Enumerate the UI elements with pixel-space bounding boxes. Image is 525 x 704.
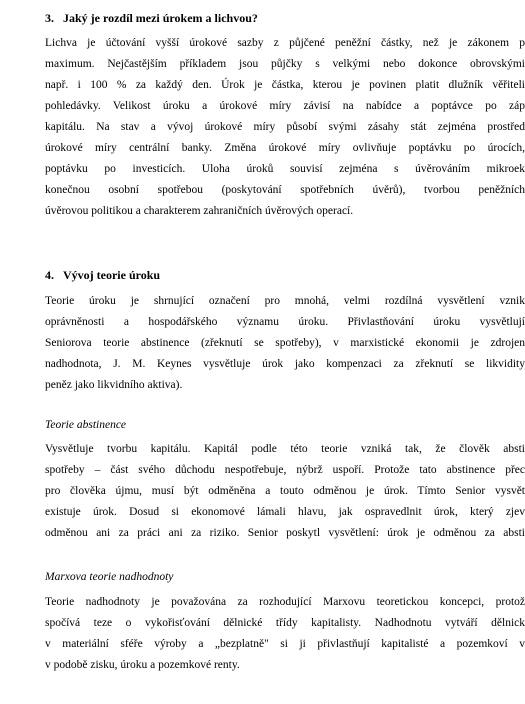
section-4-heading — [45, 268, 160, 283]
section-4-number: 4. — [45, 268, 54, 282]
abstinence-line-3: pro člověka újmu, musí být odměněna a touto odměnou je úrok. Tímto Senior vysvět — [45, 485, 525, 497]
section-3-line-2: maximum. Nejčastějším příkladem jsou půjčky s velkými nebo dokonce obrovskými — [45, 58, 525, 70]
section-4-line-3: Seniorova teorie abstinence (zřeknutí se spotřeby), v marxistické ekonomii je zdrojen — [45, 337, 525, 349]
abstinence-heading: Teorie abstinence — [45, 419, 127, 431]
section-3-line-5: kapitálu. Na stav a vývoj úrokové míry působí svými zásahy stát zejména prostřed — [45, 121, 525, 133]
nadhodnota-heading: Marxova teorie nadhodnoty — [45, 571, 174, 583]
section-3-line-7: poptávku po investicích. Uloha úroků souvisí zejména s úvěrováním mikroek — [45, 163, 525, 175]
section-4-title: Vývoj teorie úroku — [63, 268, 161, 282]
section-3-title: Jaký je rozdíl mezi úrokem a lichvou? — [63, 11, 258, 25]
nadhodnota-line-3: v materiální sféře výroby a „bezplatně" si ji přivlastňují kapitalisté a pozemkoví v — [45, 638, 525, 650]
nadhodnota-line-4: v podobě zisku, úroku a pozemkové renty. — [45, 659, 240, 671]
nadhodnota-line-1: Teorie nadhodnoty je považována za rozhodující Marxovu teoretickou koncepci, protož — [45, 596, 525, 608]
section-4-line-2: oprávněnosti a hospodářského významu úroku. Přivlastňování úroku vysvětlují — [45, 316, 525, 328]
abstinence-line-4: existuje úrok. Dosud si ekonomové lámali hlavu, jak ospravedlnit úrok, který zjev — [45, 506, 525, 518]
abstinence-line-2: spotřeby – část svého důchodu nespotřebuje, nýbrž uspoří. Protože tato abstinence přec — [45, 464, 525, 476]
abstinence-line-5: odměnou ani za práci ani za riziko. Senior poskytl vysvětlení: úrok je odměnou za absti — [45, 527, 525, 539]
section-4-line-4: nadhodnota, J. M. Keynes vysvětluje úrok jako kompenzaci za zřeknutí se likvidity — [45, 358, 525, 370]
section-4-line-1: Teorie úroku je shrnující označení pro mnohá, velmi rozdílná vysvětlení vznik — [45, 295, 525, 307]
abstinence-line-1: Vysvětluje tvorbu kapitálu. Kapitál podle této teorie vzniká tak, že člověk absti — [45, 443, 525, 455]
section-3-line-4: pohledávky. Velikost úroku a úrokové míry závisí na nabídce a poptávce po záp — [45, 100, 525, 112]
section-3-line-1: Lichva je účtování vyšší úrokové sazby z půjčené peněžní částky, než je zákonem p — [45, 37, 525, 49]
section-3-line-6: úrokové míry centrální banky. Změna úrokové míry ovlivňuje poptávku po úrocích, — [45, 142, 525, 154]
section-3-line-8: konečnou osobní spotřebou (poskytování spotřebních úvěrů), tvorbou peněžních — [45, 184, 525, 196]
section-4-line-5: peněz jako likvidního aktiva). — [45, 379, 183, 391]
nadhodnota-line-2: spočívá teze o vykořisťování dělnické třídy kapitalisty. Nadhodnotu vytváří dělnick — [45, 617, 525, 629]
section-3-line-3: např. i 100 % za každý den. Úrok je částka, kterou je povinen platit dlužník věřiteli — [45, 79, 525, 91]
section-3-line-9: úvěrovou politikou a charakterem zahraničních úvěrových operací. — [45, 205, 354, 217]
section-3-heading — [45, 11, 258, 26]
section-3-number: 3. — [45, 11, 54, 25]
